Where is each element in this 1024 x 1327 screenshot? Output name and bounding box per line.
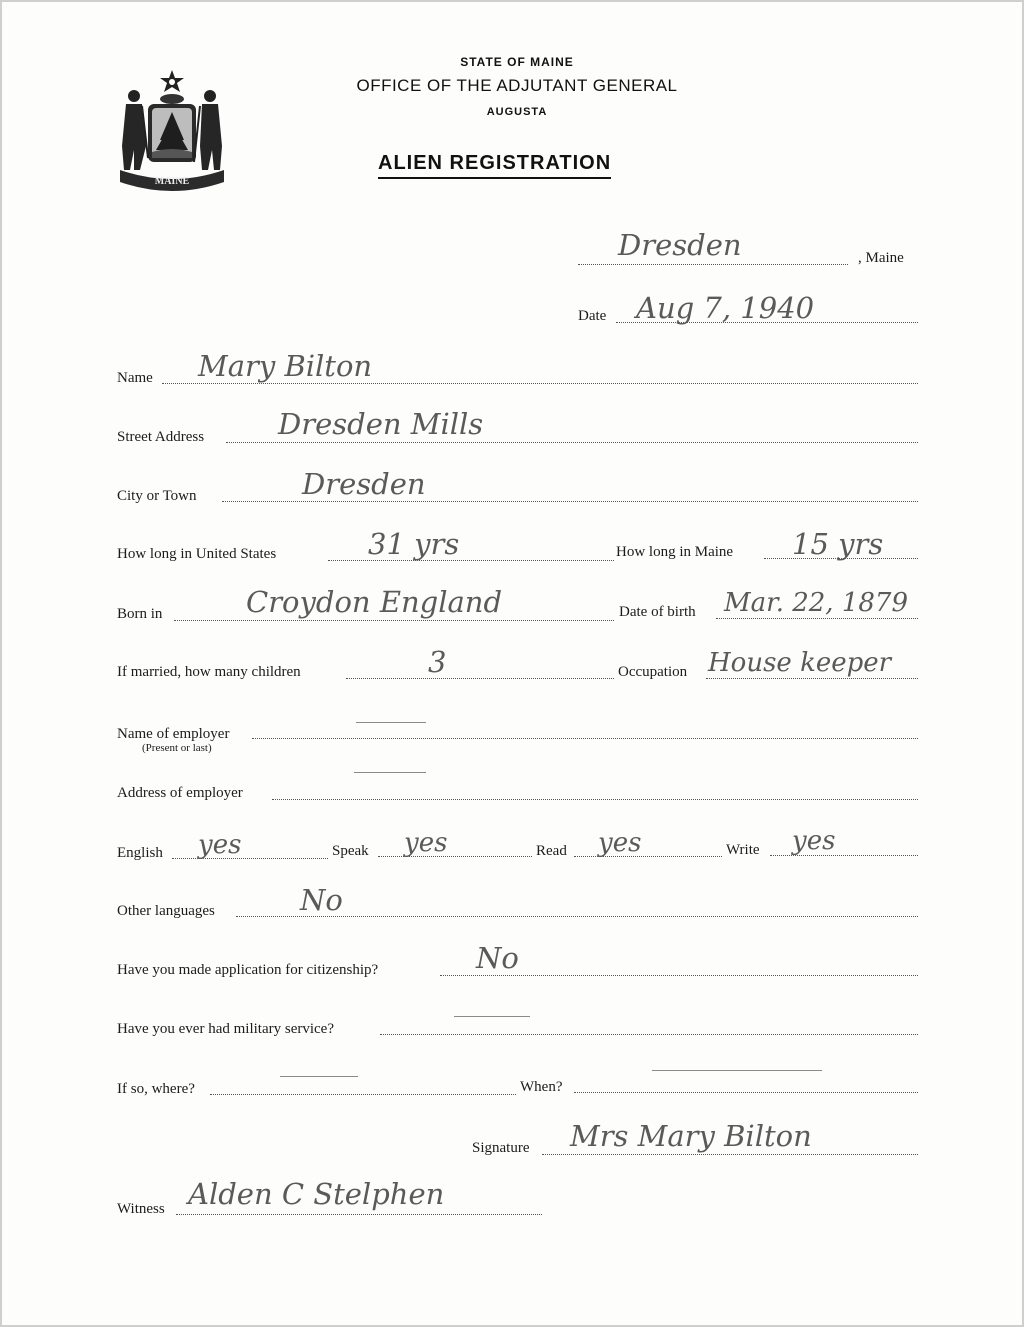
form-title: ALIEN REGISTRATION: [378, 152, 611, 179]
when-line: [574, 1092, 918, 1093]
speak-value: yes: [404, 828, 448, 858]
employer-address-label: Address of employer: [117, 785, 243, 801]
english-line: [172, 858, 328, 859]
city-label: City or Town: [117, 488, 197, 504]
town-line: [578, 264, 848, 265]
witness-line: [176, 1214, 542, 1215]
languages-value: No: [300, 883, 343, 917]
children-label: If married, how many children: [117, 664, 301, 680]
header-office: OFFICE OF THE ADJUTANT GENERAL: [356, 76, 678, 95]
read-label: Read: [536, 843, 567, 859]
military-label: Have you ever had military service?: [117, 1021, 334, 1037]
citizenship-value: No: [476, 941, 519, 975]
speak-label: Speak: [332, 843, 369, 859]
signature-line: [542, 1154, 918, 1155]
when-label: When?: [520, 1079, 563, 1095]
children-value: 3: [428, 645, 447, 679]
header-city: AUGUSTA: [486, 106, 548, 118]
born-line: [174, 620, 614, 621]
dob-line: [716, 618, 918, 619]
occupation-value: House keeper: [708, 648, 892, 678]
state-of-maine-seal: [114, 66, 230, 192]
city-value: Dresden: [302, 467, 426, 501]
read-value: yes: [598, 828, 642, 858]
english-label: English: [117, 845, 163, 861]
town-value: Dresden: [618, 228, 742, 262]
employer-address-dash: [354, 772, 426, 773]
employer-dash: [356, 722, 426, 723]
name-value: Mary Bilton: [198, 349, 373, 383]
name-line: [162, 383, 918, 384]
children-line: [346, 678, 614, 679]
witness-value: Alden C Stelphen: [188, 1177, 445, 1211]
us-label: How long in United States: [117, 546, 277, 562]
signature-label: Signature: [472, 1140, 530, 1156]
employer-sublabel: (Present or last): [142, 742, 212, 754]
languages-label: Other languages: [117, 903, 215, 919]
city-line: [222, 501, 918, 502]
english-value: yes: [198, 830, 242, 860]
us-value: 31 yrs: [368, 527, 460, 561]
date-label: Date: [578, 308, 607, 324]
when-dash: [652, 1070, 822, 1071]
citizenship-line: [440, 975, 918, 976]
where-line: [210, 1094, 516, 1095]
write-label: Write: [726, 842, 760, 858]
witness-label: Witness: [117, 1201, 165, 1217]
town-suffix: , Maine: [858, 250, 904, 266]
where-label: If so, where?: [117, 1081, 195, 1097]
dob-label: Date of birth: [619, 604, 696, 620]
dob-value: Mar. 22, 1879: [724, 588, 909, 618]
name-label: Name: [117, 370, 153, 386]
where-dash: [280, 1076, 358, 1077]
maine-value: 15 yrs: [792, 527, 884, 561]
citizenship-label: Have you made application for citizenship?: [117, 962, 379, 978]
speak-line: [378, 856, 532, 857]
street-label: Street Address: [117, 429, 205, 445]
employer-address-line: [272, 799, 918, 800]
employer-label: Name of employer: [117, 726, 230, 742]
street-value: Dresden Mills: [278, 407, 484, 441]
military-dash: [454, 1016, 530, 1017]
maine-label: How long in Maine: [616, 544, 734, 560]
write-value: yes: [792, 826, 836, 856]
born-value: Croydon England: [246, 585, 503, 619]
date-value: Aug 7, 1940: [636, 291, 815, 325]
signature-value: Mrs Mary Bilton: [570, 1119, 812, 1153]
read-line: [574, 856, 722, 857]
born-label: Born in: [117, 606, 163, 622]
header-state: STATE OF MAINE: [460, 55, 574, 69]
occupation-line: [706, 678, 918, 679]
military-line: [380, 1034, 918, 1035]
seal-text: MAINE: [154, 176, 190, 187]
street-line: [226, 442, 918, 443]
employer-line: [252, 738, 918, 739]
occupation-label: Occupation: [618, 664, 688, 680]
